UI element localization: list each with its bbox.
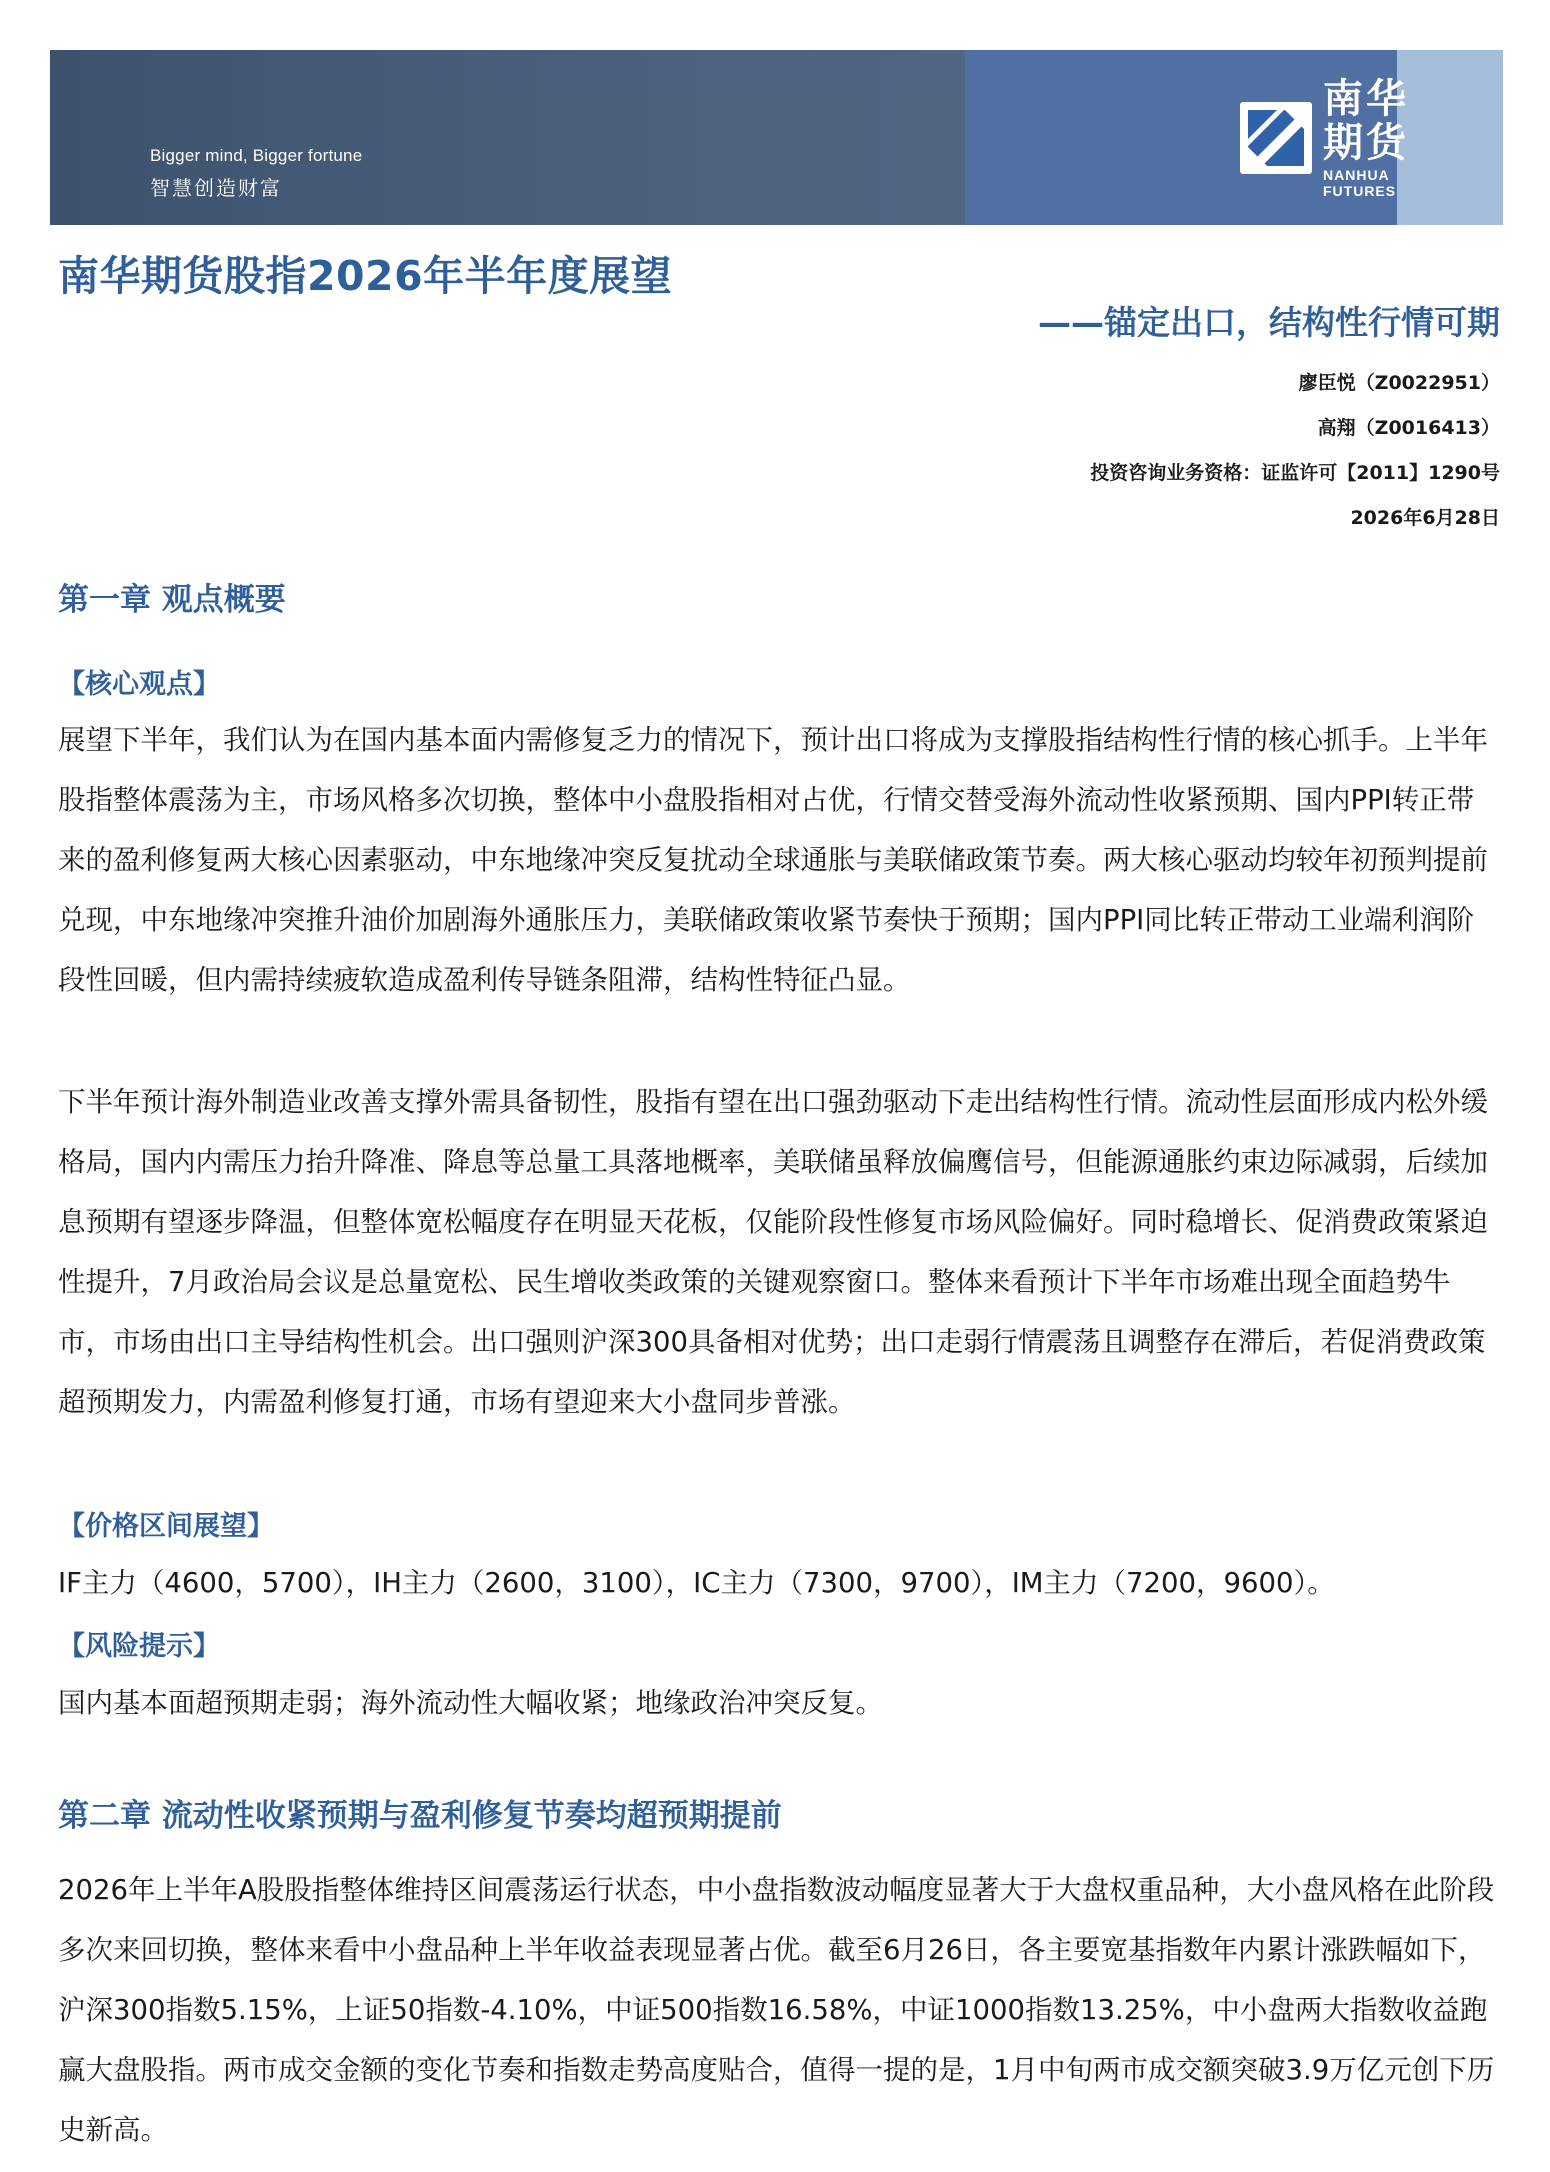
core-view-label: 【核心观点】 [58, 669, 220, 700]
risk-warning-text: 国内基本面超预期走弱；海外流动性大幅收紧；地缘政治冲突反复。 [58, 1687, 883, 1719]
chapter-2-paragraph-1: 2026年上半年A股股指整体维持区间震荡运行状态，中小盘指数波动幅度显著大于大盘权重品种，大小盘风格在此阶段多次来回切换，整体来看中小盘品种上半年收益表现显著占优。截至6月26日，各主要宽基指数年内累计涨跌幅如下，沪深300指数5.15%，上证50指数-4.10%，中证500指数16.58%，中证1000指数13.25%，中小盘两大指数收益跑赢大盘股指。两市成交金额的变化节奏和指数走势高度贴合，值得一提的是，1月中旬两市成交额突破3.9万亿元创下历史新高。 [58, 1874, 1495, 2146]
chapter-1-title: 第一章 观点概要 [58, 582, 286, 618]
document-title: 南华期货股指2026年半年度展望 [58, 252, 673, 300]
qualification-license: 投资咨询业务资格：证监许可【2011】1290号 [1090, 462, 1500, 484]
core-view-paragraph-2: 下半年预计海外制造业改善支撑外需具备韧性，股指有望在出口强劲驱动下走出结构性行情。流动性层面形成内松外缓格局，国内内需压力抬升降准、降息等总量工具落地概率，美联储虽释放偏鹰信号，但能源通胀约束边际减弱，后续加息预期有望逐步降温，但整体宽松幅度存在明显天花板，仅能阶段性修复市场风险偏好。同时稳增长、促消费政策紧迫性提升，7月政治局会议是总量宽松、民生增收类政策的关键观察窗口。整体来看预计下半年市场难出现全面趋势牛市，市场由出口主导结构性机会。出口强则沪深300具备相对优势；出口走弱行情震荡且调整存在滞后，若促消费政策超预期发力，内需盈利修复打通，市场有望迎来大小盘同步普涨。 [58, 1086, 1488, 1418]
document-subtitle: ——锚定出口，结构性行情可期 [1038, 303, 1500, 342]
author-2: 高翔（Z0016413） [1317, 417, 1500, 439]
banner-main-panel [50, 50, 965, 225]
price-range-text: IF主力（4600，5700），IH主力（2600，3100），IC主力（7300，9700），IM主力（7200，9600）。 [58, 1567, 1335, 1599]
logo-text [1323, 77, 1447, 199]
core-view-paragraph-1: 展望下半年，我们认为在国内基本面内需修复乏力的情况下，预计出口将成为支撑股指结构性行情的核心抓手。上半年股指整体震荡为主，市场风格多次切换，整体中小盘股指相对占优，行情交替受海外流动性收紧预期、国内PPI转正带来的盈利修复两大核心因素驱动，中东地缘冲突反复扰动全球通胀与美联储政策节奏。两大核心驱动均较年初预判提前兑现，中东地缘冲突推升油价加剧海外通胀压力，美联储政策收紧节奏快于预期；国内PPI同比转正带动工业端利润阶段性回暖，但内需持续疲软造成盈利传导链条阻滞，结构性特征凸显。 [58, 724, 1488, 996]
chapter-2-title: 第二章 流动性收紧预期与盈利修复节奏均超预期提前 [58, 1798, 782, 1834]
slogan-english: Bigger mind, Bigger fortune [150, 146, 363, 165]
nanhua-logo-icon [1237, 99, 1315, 177]
risk-warning-label: 【风险提示】 [58, 1631, 220, 1662]
banner-slogan [150, 146, 362, 201]
logo-chinese-name: 南华期货 [1323, 75, 1409, 166]
slogan-chinese: 智慧创造财富 [150, 176, 282, 200]
logo-english-name: NANHUA FUTURES [1323, 166, 1397, 199]
price-range-label: 【价格区间展望】 [58, 1511, 274, 1542]
author-1: 廖臣悦（Z0022951） [1298, 372, 1500, 394]
report-date: 2026年6月28日 [1350, 507, 1500, 529]
header-banner [50, 50, 1503, 225]
company-logo [1237, 50, 1447, 225]
